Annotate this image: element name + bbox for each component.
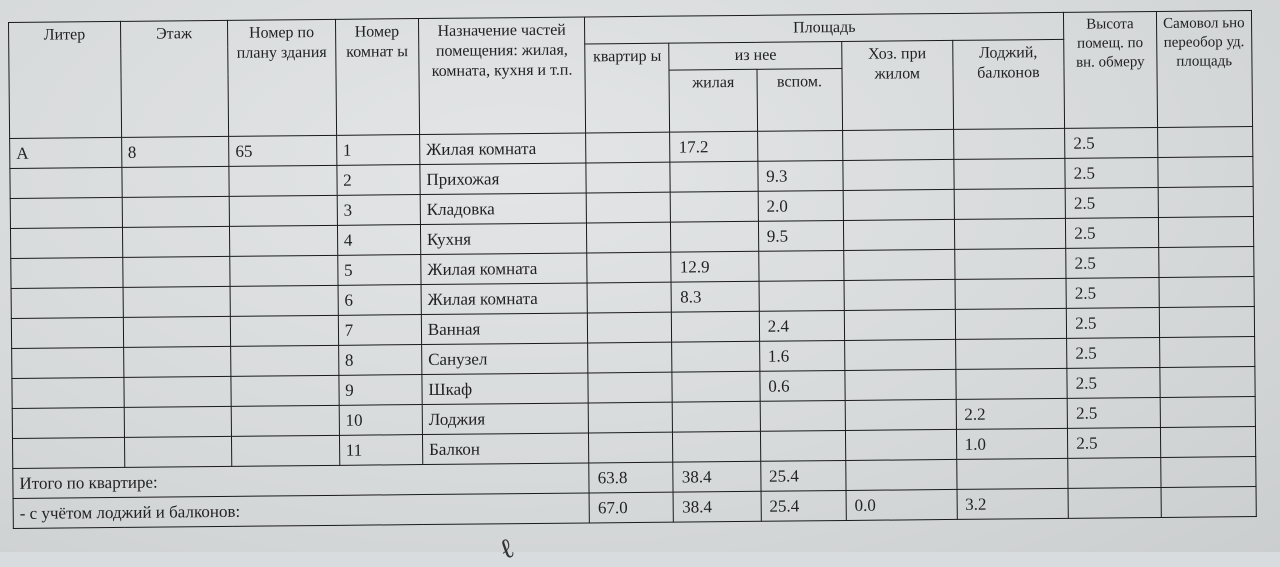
cell-apt — [588, 342, 672, 373]
cell-plan: 65 — [229, 135, 337, 166]
cell-plan — [230, 315, 338, 346]
cell-aux — [758, 250, 844, 281]
cell-living — [670, 161, 758, 192]
table-body — [10, 127, 1257, 529]
cell-living — [672, 341, 760, 372]
cell-liter — [10, 197, 122, 228]
cell-purpose: Кладовка — [420, 193, 587, 225]
cell-aux: 9.5 — [758, 220, 844, 251]
cell-purpose: Жилая комната — [419, 133, 586, 165]
cell-apt — [586, 192, 670, 223]
cell-aux: 1.6 — [759, 340, 845, 371]
cell-loggia: 1.0 — [956, 428, 1068, 459]
cell-floor — [124, 406, 232, 437]
total-util: 0.0 — [846, 489, 957, 520]
cell-purpose: Жилая комната — [421, 253, 588, 285]
cell-plan — [229, 195, 337, 226]
cell-floor — [123, 316, 231, 347]
cell-room: 1 — [336, 135, 419, 166]
cell-room: 4 — [337, 225, 420, 256]
cell-living: 17.2 — [670, 131, 758, 162]
header-apartment: квартир ы — [585, 43, 670, 133]
total-living: 38.4 — [674, 491, 762, 522]
cell-unauth — [1158, 217, 1254, 248]
cell-floor: 8 — [121, 136, 229, 167]
cell-height: 2.5 — [1065, 157, 1158, 188]
cell-apt — [587, 252, 671, 283]
cell-aux: 2.4 — [759, 310, 845, 341]
cell-floor — [124, 376, 232, 407]
cell-unauth — [1159, 277, 1255, 308]
header-living: жилая — [669, 69, 757, 132]
cell-purpose: Шкаф — [422, 373, 589, 405]
cell-unauth — [1160, 397, 1256, 428]
cell-floor — [123, 286, 231, 317]
cell-living — [671, 221, 759, 252]
header-plan-no: Номер по плану здания — [228, 19, 337, 136]
cell-plan — [231, 345, 339, 376]
cell-apt — [588, 372, 672, 403]
cell-purpose: Прихожая — [420, 163, 587, 195]
cell-liter — [11, 287, 123, 318]
header-purpose: Назначение частей помещения: жилая, комната, кухня и т.п. — [418, 17, 585, 135]
cell-util — [845, 369, 956, 400]
cell-height: 2.5 — [1065, 187, 1158, 218]
cell-plan — [231, 405, 339, 436]
cell-loggia — [955, 308, 1067, 339]
cell-unauth — [1159, 307, 1255, 338]
cell-apt — [587, 282, 671, 313]
cell-height: 2.5 — [1065, 127, 1158, 158]
total-aux: 25.4 — [760, 460, 846, 491]
cell-room: 11 — [339, 435, 422, 466]
total-apt: 67.0 — [589, 492, 673, 523]
table-wrapper — [8, 10, 1265, 534]
cell-purpose: Лоджия — [422, 403, 589, 435]
cell-height: 2.5 — [1067, 397, 1160, 428]
cell-floor — [122, 196, 230, 227]
signature-mark: ℓ — [494, 530, 519, 567]
cell-room: 5 — [337, 255, 420, 286]
cell-unauth — [1159, 367, 1255, 398]
cell-living — [672, 371, 760, 402]
cell-purpose: Ванная — [421, 313, 588, 345]
cell-height: 2.5 — [1067, 367, 1160, 398]
cell-liter — [11, 257, 123, 288]
cell-plan — [230, 225, 338, 256]
total-aux: 25.4 — [761, 490, 847, 521]
cell-purpose: Жилая комната — [421, 283, 588, 315]
cell-apt — [586, 162, 670, 193]
cell-aux — [757, 130, 843, 161]
cell-util — [845, 429, 956, 460]
cell-apt — [587, 222, 671, 253]
total-height — [1068, 457, 1161, 488]
header-utility: Хоз. при жилом — [842, 40, 953, 130]
cell-liter: А — [10, 137, 122, 168]
total-loggia: 3.2 — [957, 488, 1069, 519]
cell-living — [672, 311, 760, 342]
cell-living — [673, 401, 761, 432]
header-liter: Литер — [9, 21, 122, 138]
cell-util — [845, 339, 956, 370]
header-height: Высота помещ. по вн. обмеру — [1064, 11, 1157, 128]
cell-height: 2.5 — [1067, 337, 1160, 368]
cell-aux — [760, 430, 846, 461]
cell-loggia — [954, 188, 1066, 219]
cell-unauth — [1157, 127, 1253, 158]
total-height — [1068, 487, 1161, 518]
total-loggia — [956, 458, 1068, 489]
cell-room: 8 — [338, 345, 421, 376]
cell-util — [843, 129, 954, 160]
cell-aux — [759, 280, 845, 311]
cell-apt — [589, 432, 673, 463]
header-floor: Этаж — [120, 20, 229, 137]
cell-util — [843, 159, 954, 190]
header-unauthorized: Самовол ьно переобор уд. площадь — [1156, 11, 1253, 128]
cell-liter — [12, 407, 124, 438]
cell-apt — [588, 402, 672, 433]
cell-loggia — [955, 368, 1067, 399]
header-auxiliary: вспом. — [757, 68, 843, 131]
total-unauth — [1161, 487, 1257, 518]
cell-floor — [122, 226, 230, 257]
cell-unauth — [1158, 187, 1254, 218]
cell-aux: 9.3 — [758, 160, 844, 191]
total-living: 38.4 — [673, 461, 761, 492]
cell-util — [843, 219, 954, 250]
cell-room: 7 — [338, 315, 421, 346]
cell-loggia — [953, 158, 1065, 189]
cell-util — [843, 189, 954, 220]
cell-loggia — [954, 248, 1066, 279]
cell-living: 8.3 — [672, 281, 760, 312]
cell-room: 10 — [339, 405, 422, 436]
table-header — [9, 11, 1253, 139]
cell-purpose: Кухня — [420, 223, 587, 255]
cell-room: 6 — [338, 285, 421, 316]
cell-loggia — [955, 278, 1067, 309]
cell-unauth — [1158, 247, 1254, 278]
cell-plan — [230, 255, 338, 286]
total-util — [846, 459, 957, 490]
cell-apt — [586, 132, 670, 163]
cell-liter — [12, 377, 124, 408]
cell-room: 9 — [339, 375, 422, 406]
cell-height: 2.5 — [1066, 217, 1159, 248]
cell-height: 2.5 — [1066, 277, 1159, 308]
total-unauth — [1160, 457, 1256, 488]
cell-purpose: Балкон — [422, 433, 589, 465]
cell-living — [673, 431, 761, 462]
cell-liter — [12, 437, 124, 468]
cell-util — [845, 399, 956, 430]
cell-util — [844, 279, 955, 310]
cell-loggia — [953, 128, 1065, 159]
cell-plan — [230, 285, 338, 316]
cell-living — [671, 191, 759, 222]
totals-label: - с учётом лоджий и балконов: — [13, 493, 590, 529]
cell-purpose: Санузел — [422, 343, 589, 375]
cell-room: 2 — [337, 165, 420, 196]
total-apt: 63.8 — [589, 462, 673, 493]
cell-liter — [12, 347, 124, 378]
cell-plan — [231, 375, 339, 406]
cell-apt — [588, 312, 672, 343]
cell-aux: 2.0 — [758, 190, 844, 221]
cell-height: 2.5 — [1068, 427, 1161, 458]
cell-loggia — [954, 218, 1066, 249]
totals-label: Итого по квартире: — [13, 463, 590, 499]
cell-living: 12.9 — [671, 251, 759, 282]
cell-room: 3 — [337, 195, 420, 226]
cell-liter — [10, 167, 122, 198]
cell-floor — [122, 166, 230, 197]
room-area-table — [8, 10, 1257, 529]
cell-plan — [232, 435, 340, 466]
cell-loggia: 2.2 — [956, 398, 1068, 429]
header-of-which: из нее — [669, 41, 842, 70]
cell-aux — [760, 400, 846, 431]
cell-unauth — [1160, 427, 1256, 458]
cell-floor — [124, 436, 232, 467]
header-area: Площадь — [585, 12, 1064, 44]
cell-util — [844, 249, 955, 280]
cell-unauth — [1157, 157, 1253, 188]
cell-height: 2.5 — [1066, 247, 1159, 278]
cell-liter — [10, 227, 122, 258]
cell-liter — [11, 317, 123, 348]
cell-aux: 0.6 — [760, 370, 846, 401]
cell-height: 2.5 — [1067, 307, 1160, 338]
cell-util — [844, 309, 955, 340]
cell-plan — [229, 165, 337, 196]
cell-unauth — [1159, 337, 1255, 368]
header-loggias: Лоджий, балконов — [952, 39, 1065, 129]
cell-loggia — [955, 338, 1067, 369]
cell-floor — [123, 346, 231, 377]
header-room-no: Номер комнат ы — [335, 19, 419, 136]
cell-floor — [122, 256, 230, 287]
